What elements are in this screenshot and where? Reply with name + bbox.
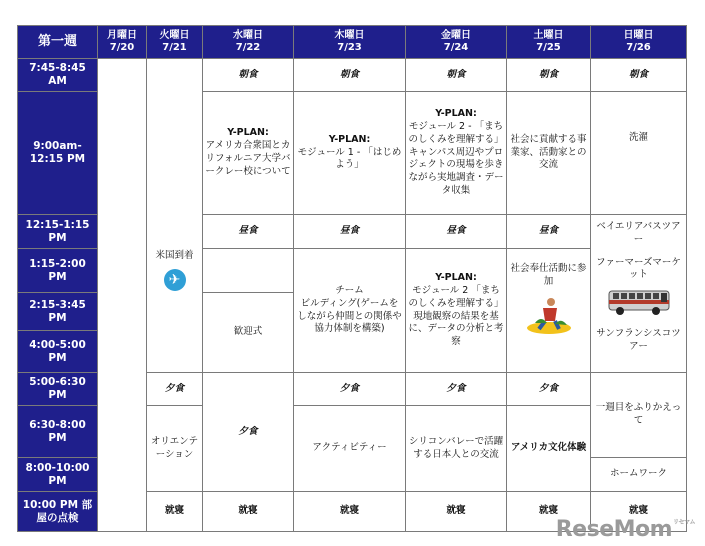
wed-dinner: 夕食 — [203, 373, 294, 492]
sun-sleep: 就寝 — [591, 492, 687, 532]
time-slot-5: 2:15-3:45 PM — [18, 293, 98, 331]
table-row — [18, 59, 687, 92]
thu-activity: アクティビティー — [294, 406, 406, 492]
sat-afternoon-session — [507, 249, 591, 373]
wed-early-afternoon-empty — [203, 249, 294, 293]
time-slot-2: 9:00am-12:15 PM — [18, 92, 98, 215]
fri-pm-title: Y-PLAN: — [435, 272, 477, 284]
thu-sleep: 就寝 — [294, 492, 406, 532]
thu-afternoon-session — [294, 249, 406, 373]
bus-icon — [608, 288, 670, 316]
tue-sleep: 就寝 — [147, 492, 203, 532]
week-title: 第一週 — [18, 26, 98, 59]
time-slot-10: 10:00 PM 部屋の点検 — [18, 492, 98, 532]
fri-dinner: 夕食 — [406, 373, 507, 406]
day-header-tue: 火曜日 7/21 — [147, 26, 203, 59]
sun-tour-block — [591, 215, 687, 373]
fri-am-title: Y-PLAN: — [435, 108, 477, 120]
thu-lunch: 昼食 — [294, 215, 406, 249]
sat-pm-text: 社会奉仕活動に参加 — [510, 263, 587, 287]
day-header-wed: 水曜日 7/22 — [203, 26, 294, 59]
wed-lunch: 昼食 — [203, 215, 294, 249]
wed-breakfast: 朝食 — [203, 59, 294, 92]
thu-breakfast: 朝食 — [294, 59, 406, 92]
watermark-text: ReseMom — [555, 517, 673, 542]
wed-welcome-ceremony: 歓迎式 — [203, 293, 294, 373]
volunteer-gardening-icon — [525, 295, 573, 335]
tue-arrival-cell — [147, 59, 203, 373]
mon-column-empty — [98, 59, 147, 532]
airplane-icon: ✈ — [164, 269, 186, 291]
thu-morning-session — [294, 92, 406, 215]
wed-am-title: Y-PLAN: — [227, 127, 269, 139]
tue-dinner: 夕食 — [147, 373, 203, 406]
sun-laundry — [591, 92, 687, 215]
thu-am-body: モジュール 1 - 「はじめよう」 — [297, 146, 402, 171]
header-row — [18, 26, 687, 59]
time-slot-7: 5:00-6:30 PM — [18, 373, 98, 406]
sat-lunch: 昼食 — [507, 215, 591, 249]
thu-pm-body: ビルディング(ゲームをしながら仲間との関係や協力体制を構築) — [297, 297, 402, 335]
thu-dinner: 夕食 — [294, 373, 406, 406]
time-slot-3: 12:15-1:15 PM — [18, 215, 98, 249]
sun-farmers-market: ファーマーズマーケット — [596, 256, 681, 281]
day-header-fri: 金曜日 7/24 — [406, 26, 507, 59]
sat-breakfast: 朝食 — [507, 59, 591, 92]
fri-lunch: 昼食 — [406, 215, 507, 249]
sat-dinner: 夕食 — [507, 373, 591, 406]
schedule-wrapper — [17, 25, 686, 531]
thu-am-title: Y-PLAN: — [328, 133, 371, 145]
day-header-sat: 土曜日 7/25 — [507, 26, 591, 59]
fri-pm-body: モジュール 2 「まちのしくみを理解する」現地観察の結果を基に、データの分析と考察 — [408, 284, 504, 348]
sat-sleep: 就寝 — [507, 492, 591, 532]
time-slot-8: 6:30-8:00 PM — [18, 406, 98, 458]
sat-culture-experience: アメリカ文化体験 — [507, 406, 591, 492]
wed-morning-session — [203, 92, 294, 215]
wed-am-body: アメリカ合衆国とカリフォルニア大学バークレー校について — [205, 140, 291, 177]
day-header-thu: 木曜日 7/23 — [294, 26, 406, 59]
fri-silicon-valley-exchange: シリコンバレーで活躍する日本人との交流 — [406, 406, 507, 492]
resemom-watermark — [556, 517, 695, 542]
fri-sleep: 就寝 — [406, 492, 507, 532]
sun-bus-tour: ベイエリアバスツアー — [596, 221, 681, 245]
sun-laundry-text: 洗濯 — [628, 131, 648, 143]
day-header-sun: 日曜日 7/26 — [591, 26, 687, 59]
time-slot-1: 7:45-8:45 AM — [18, 59, 98, 92]
wed-sleep: 就寝 — [203, 492, 294, 532]
fri-morning-session — [406, 92, 507, 215]
tue-arrival-text: 米国到着 — [155, 250, 194, 262]
tue-orientation: オリエンテーション — [147, 406, 203, 492]
day-header-mon: 月曜日 7/20 — [98, 26, 147, 59]
fri-breakfast: 朝食 — [406, 59, 507, 92]
sun-sf-tour: サンフランシスコツアー — [596, 328, 681, 353]
fri-am-body: モジュール 2 - 「まちのしくみを理解する」キャンパス周辺やプロジェクトの現場を歩きながら実地調査・データ収集 — [408, 120, 504, 197]
thu-pm-title: チーム — [335, 284, 364, 296]
week-one-schedule-table — [17, 25, 687, 532]
watermark-sub: リセマム — [673, 519, 695, 526]
sun-review: 一週目をふりかえって — [591, 373, 687, 458]
time-slot-9: 8:00-10:00 PM — [18, 458, 98, 492]
sat-morning-session: 社会に貢献する事業家、活動家との交流 — [507, 92, 591, 215]
time-slot-6: 4:00-5:00 PM — [18, 331, 98, 373]
sun-homework: ホームワーク — [591, 458, 687, 492]
sun-breakfast: 朝食 — [591, 59, 687, 92]
time-slot-4: 1:15-2:00 PM — [18, 249, 98, 293]
fri-afternoon-session — [406, 249, 507, 373]
